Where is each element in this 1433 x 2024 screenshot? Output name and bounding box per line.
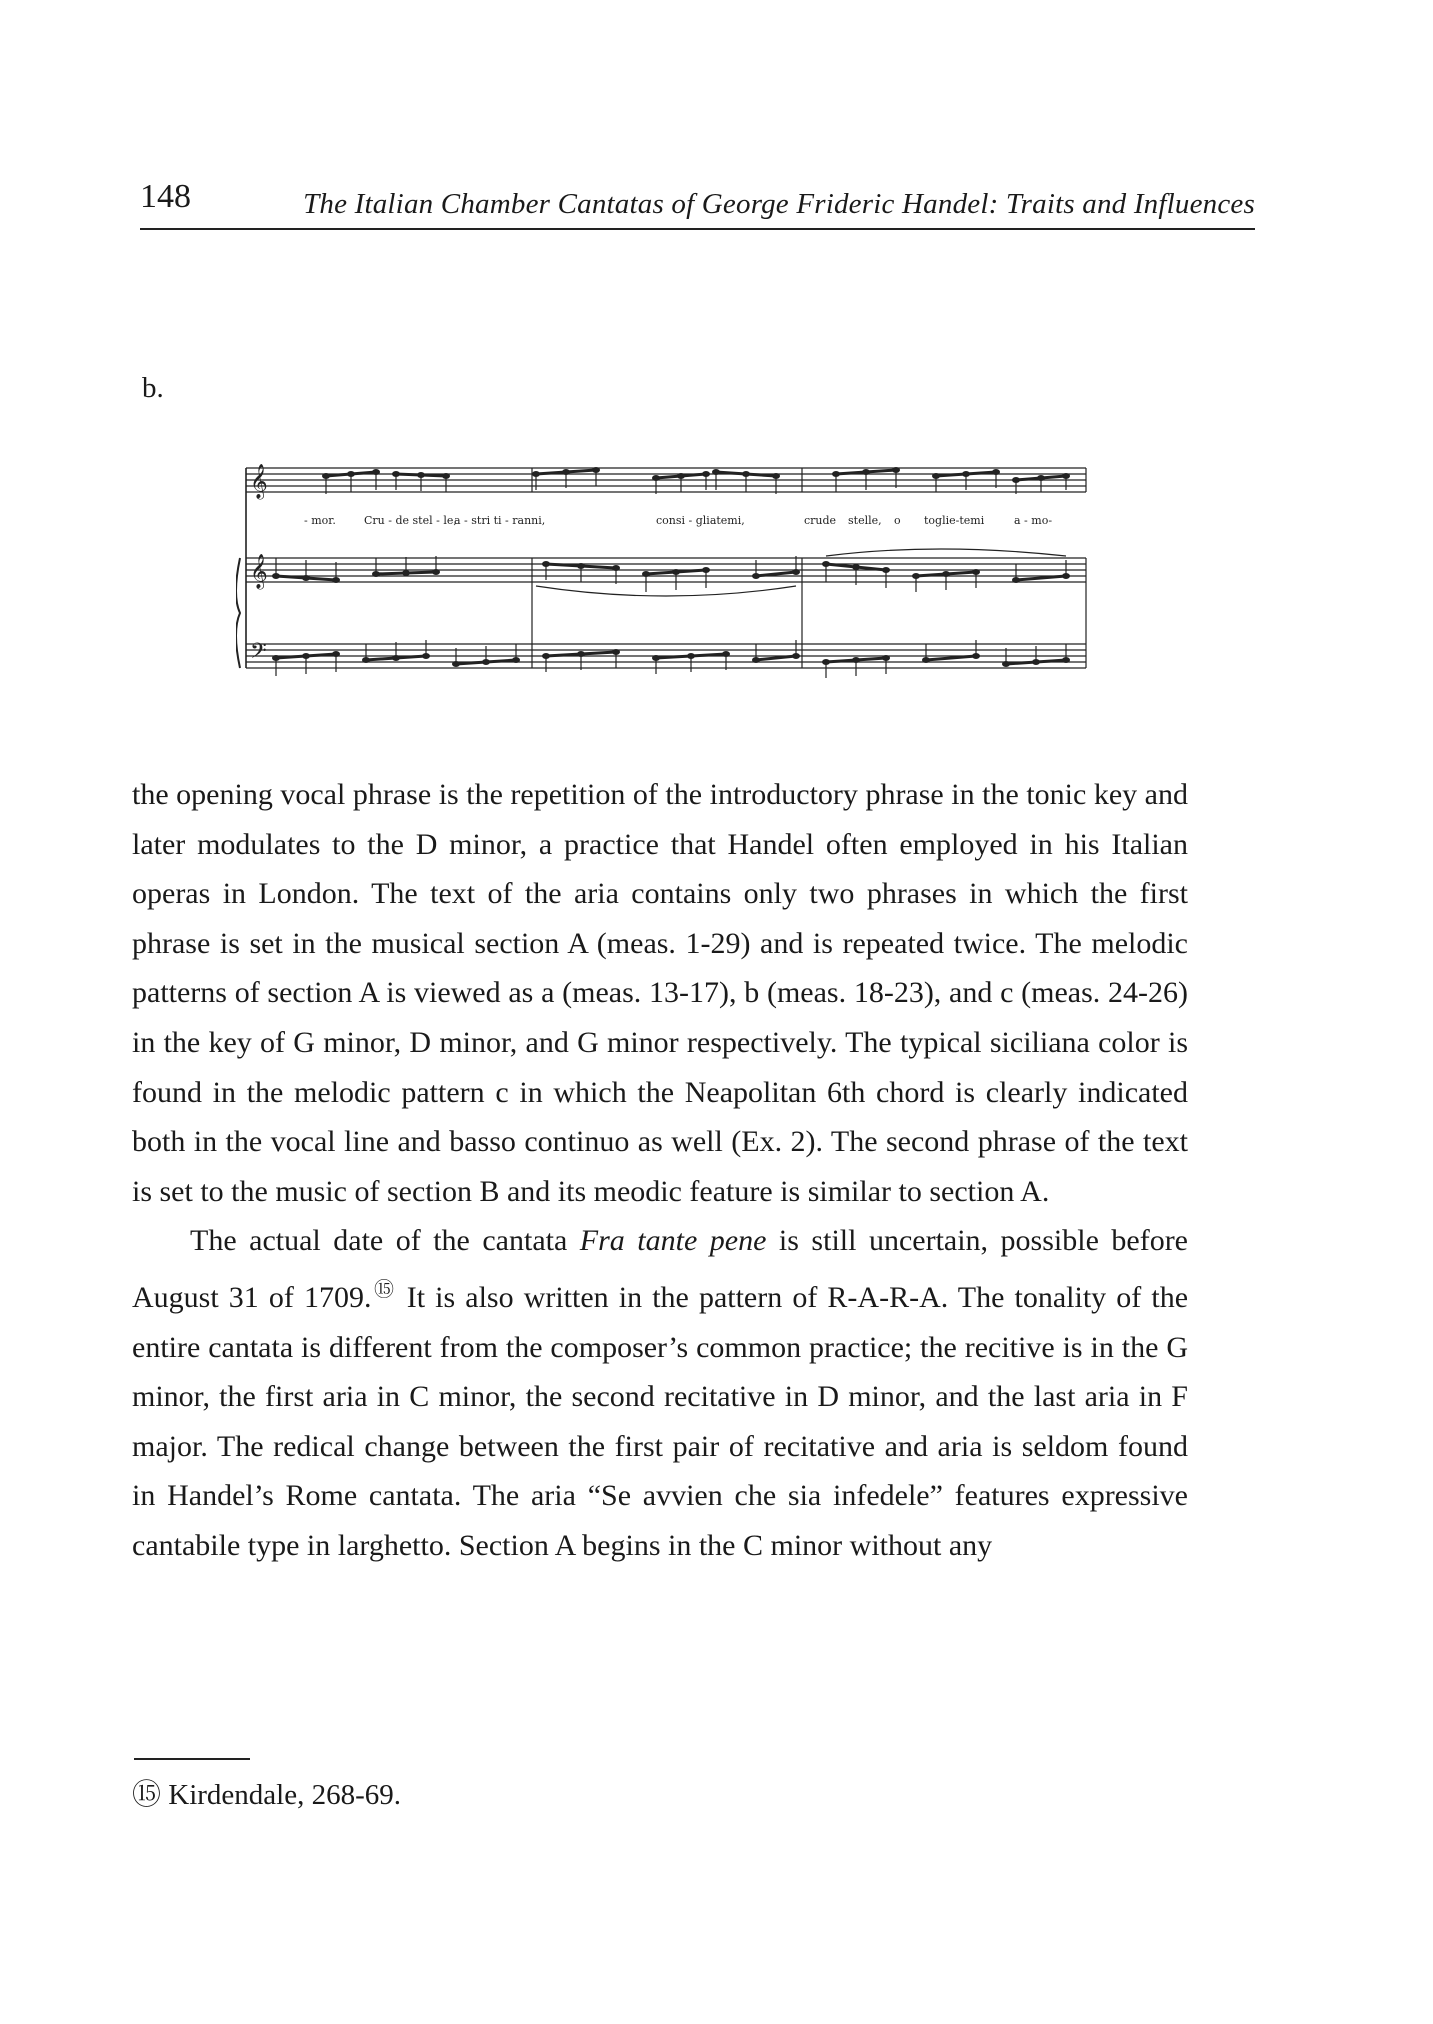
example-label: b. [142,372,164,404]
running-header [140,178,1255,230]
lyric: consi - gliatemi, [656,514,745,527]
lyric: a - stri ti - ranni, [454,514,546,527]
footnote-rule [134,1758,250,1760]
lyric: - mor. [304,514,336,527]
svg-text:𝄞: 𝄞 [250,464,268,499]
music-score-example [236,446,1096,706]
footnote: ⑮ Kirdendale, 268-69. [132,1779,401,1811]
cantata-title: Fra tante pene [579,1224,767,1258]
svg-text:𝄢: 𝄢 [250,639,267,669]
lyric: o [894,514,901,527]
paragraph: The actual date of the cantata Fra tante pene is still uncertain, possible before August 31 of 1709.⑮ It is also written in the pattern of R-A-R-A. The tonality of the entire cantata is different from the composer’s common practice; the recitive is in the G minor, the first aria in C minor, the second recitative in D minor, and the last aria in F major. The redical change between the first pair of recitative and aria is seldom found in Handel’s Rome cantata. The aria “Se avvien che sia infedele” features expressive cantabile type in larghetto. Section A begins in the C minor without any [132,1224,1189,1562]
lyric: a - mo- [1014,514,1053,527]
lyric: toglie-temi [924,514,985,527]
body-text [132,770,1188,1571]
lyric: crude [804,514,837,527]
page-number: 148 [140,178,191,215]
lyric: stelle, [848,514,882,527]
running-title: The Italian Chamber Cantatas of George Frideric Handel: Traits and Influences [303,188,1255,220]
lyric: Cru - de stel - le, [364,514,457,527]
footnote-ref[interactable]: ⑮ [371,1278,397,1301]
piano-treble-staff [246,558,1086,582]
svg-text:𝄞: 𝄞 [250,554,268,589]
paragraph: the opening vocal phrase is the repetition of the introductory phrase in the tonic key and later modulates to the D minor, a practice that Handel often employed in his Italian operas in London. The text of the aria contains only two phrases in which the first phrase is set in the musical section A (meas. 1-29) and is repeated twice. The melodic patterns of section A is viewed as a (meas. 13-17), b (meas. 18-23), and c (meas. 24-26) in the key of G minor, D minor, and G minor respectively. The typical siciliana color is found in the melodic pattern c in which the Neapolitan 6th chord is clearly indicated both in the vocal line and basso continuo as well (Ex. 2). The second phrase of the text is set to the music of section B and its meodic feature is similar to section A. [132,778,1188,1208]
